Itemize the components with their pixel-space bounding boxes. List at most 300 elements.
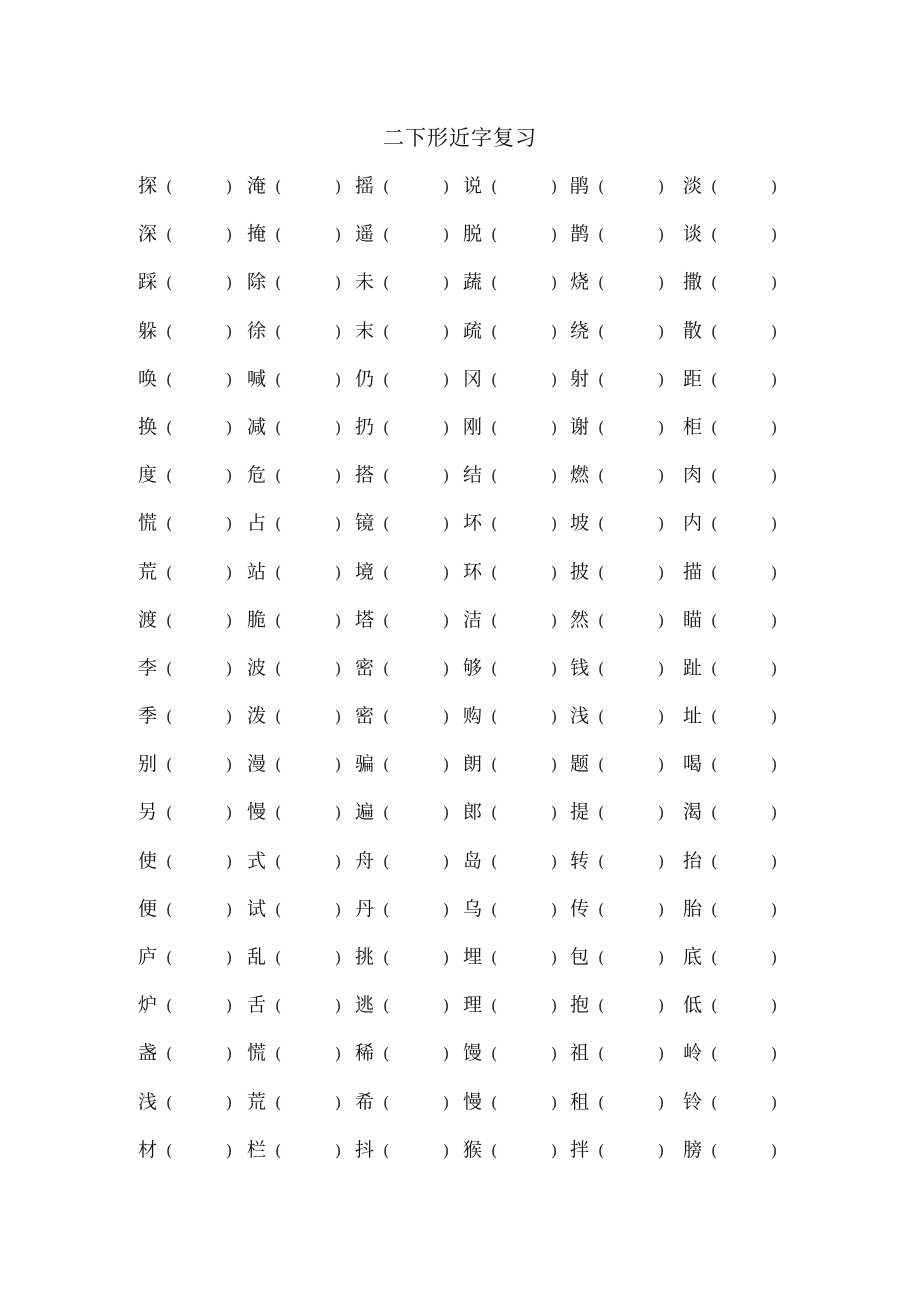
close-parenthesis: ): [226, 755, 233, 775]
target-character: 传: [570, 897, 590, 920]
open-parenthesis: (: [711, 466, 718, 486]
close-parenthesis: ): [551, 996, 558, 1016]
target-character: 逃: [355, 994, 375, 1017]
close-parenthesis: ): [658, 466, 665, 486]
target-character: 岭: [683, 1042, 703, 1065]
close-parenthesis: ): [443, 273, 450, 293]
open-parenthesis: (: [383, 177, 390, 196]
close-parenthesis: ): [771, 321, 778, 341]
target-character: 栏: [247, 1138, 267, 1161]
target-character: 埋: [463, 946, 483, 968]
close-parenthesis: ): [551, 707, 558, 727]
close-parenthesis: ): [551, 948, 558, 967]
close-parenthesis: ): [658, 1140, 665, 1160]
open-parenthesis: (: [275, 177, 282, 196]
open-parenthesis: (: [491, 417, 498, 437]
open-parenthesis: (: [711, 707, 718, 727]
open-parenthesis: (: [598, 1140, 605, 1160]
target-character: 说: [463, 175, 483, 197]
close-parenthesis: ): [226, 417, 233, 437]
open-parenthesis: (: [166, 899, 173, 919]
close-parenthesis: ): [771, 514, 778, 534]
close-parenthesis: ): [658, 417, 665, 437]
target-character: 冈: [463, 367, 483, 390]
open-parenthesis: (: [166, 514, 173, 534]
target-character: 抬: [683, 849, 703, 872]
target-character: 乌: [463, 897, 483, 920]
target-character: 舌: [247, 994, 267, 1017]
open-parenthesis: (: [383, 562, 390, 582]
open-parenthesis: (: [383, 1140, 390, 1160]
target-character: 理: [463, 994, 483, 1017]
close-parenthesis: ): [443, 755, 450, 775]
exercise-row: [0, 941, 920, 989]
close-parenthesis: ): [658, 851, 665, 871]
exercise-grid: [0, 170, 920, 1182]
open-parenthesis: (: [711, 1140, 718, 1160]
open-parenthesis: (: [383, 466, 390, 486]
open-parenthesis: (: [383, 369, 390, 389]
close-parenthesis: ): [443, 1044, 450, 1064]
close-parenthesis: ): [443, 996, 450, 1016]
open-parenthesis: (: [598, 948, 605, 967]
open-parenthesis: (: [491, 851, 498, 871]
close-parenthesis: ): [443, 466, 450, 486]
target-character: 喊: [247, 367, 267, 390]
close-parenthesis: ): [443, 899, 450, 919]
close-parenthesis: ): [335, 466, 342, 486]
close-parenthesis: ): [226, 466, 233, 486]
open-parenthesis: (: [711, 755, 718, 775]
close-parenthesis: ): [658, 1044, 665, 1064]
close-parenthesis: ): [335, 177, 342, 196]
close-parenthesis: ): [551, 899, 558, 919]
page-title: 二下形近字复习: [383, 126, 537, 150]
close-parenthesis: ): [226, 996, 233, 1016]
target-character: 胎: [683, 897, 703, 920]
open-parenthesis: (: [275, 996, 282, 1016]
open-parenthesis: (: [598, 321, 605, 341]
close-parenthesis: ): [335, 755, 342, 775]
target-character: 坏: [463, 512, 483, 535]
close-parenthesis: ): [335, 1140, 342, 1160]
target-character: 绕: [570, 319, 590, 342]
target-character: 慌: [247, 1042, 267, 1065]
open-parenthesis: (: [598, 466, 605, 486]
open-parenthesis: (: [166, 851, 173, 871]
open-parenthesis: (: [711, 321, 718, 341]
close-parenthesis: ): [771, 466, 778, 486]
close-parenthesis: ): [658, 707, 665, 727]
close-parenthesis: ): [658, 321, 665, 341]
open-parenthesis: (: [491, 514, 498, 534]
close-parenthesis: ): [771, 417, 778, 437]
target-character: 淡: [683, 175, 703, 197]
exercise-row: [0, 796, 920, 844]
target-character: 境: [355, 560, 375, 583]
target-character: 包: [570, 946, 590, 968]
target-character: 唤: [138, 367, 158, 390]
target-character: 密: [355, 656, 375, 679]
open-parenthesis: (: [598, 899, 605, 919]
target-character: 危: [247, 464, 267, 487]
target-character: 猴: [463, 1138, 483, 1161]
close-parenthesis: ): [443, 707, 450, 727]
close-parenthesis: ): [771, 1044, 778, 1064]
target-character: 馒: [463, 1042, 483, 1065]
close-parenthesis: ): [658, 369, 665, 389]
exercise-row: [0, 748, 920, 796]
target-character: 蔬: [463, 271, 483, 294]
close-parenthesis: ): [771, 273, 778, 293]
exercise-row: [0, 363, 920, 411]
target-character: 够: [463, 656, 483, 679]
target-character: 庐: [138, 946, 158, 968]
close-parenthesis: ): [335, 321, 342, 341]
close-parenthesis: ): [771, 948, 778, 967]
open-parenthesis: (: [598, 996, 605, 1016]
open-parenthesis: (: [275, 755, 282, 775]
close-parenthesis: ): [658, 177, 665, 196]
target-character: 除: [247, 271, 267, 294]
close-parenthesis: ): [443, 1140, 450, 1160]
open-parenthesis: (: [598, 610, 605, 630]
close-parenthesis: ): [443, 562, 450, 582]
close-parenthesis: ): [658, 996, 665, 1016]
target-character: 减: [247, 415, 267, 438]
open-parenthesis: (: [711, 1092, 718, 1112]
target-character: 度: [138, 464, 158, 487]
target-character: 搭: [355, 464, 375, 487]
close-parenthesis: ): [226, 1092, 233, 1112]
close-parenthesis: ): [335, 658, 342, 678]
open-parenthesis: (: [491, 899, 498, 919]
close-parenthesis: ): [443, 658, 450, 678]
target-character: 式: [247, 849, 267, 872]
open-parenthesis: (: [711, 610, 718, 630]
open-parenthesis: (: [275, 321, 282, 341]
close-parenthesis: ): [335, 899, 342, 919]
target-character: 舟: [355, 849, 375, 872]
close-parenthesis: ): [226, 948, 233, 967]
open-parenthesis: (: [275, 658, 282, 678]
open-parenthesis: (: [491, 707, 498, 727]
open-parenthesis: (: [383, 996, 390, 1016]
open-parenthesis: (: [275, 1044, 282, 1064]
target-character: 朗: [463, 753, 483, 776]
close-parenthesis: ): [226, 225, 233, 245]
open-parenthesis: (: [711, 417, 718, 437]
target-character: 谈: [683, 223, 703, 246]
exercise-row: [0, 315, 920, 363]
exercise-row: [0, 604, 920, 652]
target-character: 探: [138, 175, 158, 197]
open-parenthesis: (: [275, 466, 282, 486]
close-parenthesis: ): [226, 610, 233, 630]
close-parenthesis: ): [226, 1044, 233, 1064]
target-character: 题: [570, 753, 590, 776]
target-character: 浅: [138, 1090, 158, 1113]
open-parenthesis: (: [711, 803, 718, 823]
open-parenthesis: (: [598, 273, 605, 293]
open-parenthesis: (: [598, 514, 605, 534]
target-character: 距: [683, 367, 703, 390]
target-character: 使: [138, 849, 158, 872]
open-parenthesis: (: [383, 1044, 390, 1064]
close-parenthesis: ): [551, 562, 558, 582]
close-parenthesis: ): [226, 562, 233, 582]
target-character: 荒: [138, 560, 158, 583]
close-parenthesis: ): [226, 803, 233, 823]
open-parenthesis: (: [166, 996, 173, 1016]
open-parenthesis: (: [711, 948, 718, 967]
close-parenthesis: ): [335, 1044, 342, 1064]
open-parenthesis: (: [711, 514, 718, 534]
open-parenthesis: (: [275, 225, 282, 245]
target-character: 渴: [683, 801, 703, 824]
open-parenthesis: (: [166, 1044, 173, 1064]
open-parenthesis: (: [383, 803, 390, 823]
target-character: 漫: [247, 753, 267, 776]
open-parenthesis: (: [275, 514, 282, 534]
close-parenthesis: ): [335, 514, 342, 534]
open-parenthesis: (: [275, 948, 282, 967]
open-parenthesis: (: [383, 273, 390, 293]
target-character: 坡: [570, 512, 590, 535]
close-parenthesis: ): [771, 658, 778, 678]
close-parenthesis: ): [335, 948, 342, 967]
target-character: 骗: [355, 753, 375, 776]
target-character: 转: [570, 849, 590, 872]
open-parenthesis: (: [491, 369, 498, 389]
close-parenthesis: ): [443, 514, 450, 534]
target-character: 遥: [355, 223, 375, 246]
target-character: 躲: [138, 319, 158, 342]
target-character: 鹊: [570, 223, 590, 246]
open-parenthesis: (: [275, 707, 282, 727]
target-character: 膀: [683, 1138, 703, 1161]
target-character: 慌: [138, 512, 158, 535]
exercise-row: [0, 459, 920, 507]
close-parenthesis: ): [551, 610, 558, 630]
target-character: 踩: [138, 271, 158, 294]
open-parenthesis: (: [275, 1092, 282, 1112]
open-parenthesis: (: [166, 177, 173, 196]
close-parenthesis: ): [335, 369, 342, 389]
open-parenthesis: (: [711, 1044, 718, 1064]
open-parenthesis: (: [166, 755, 173, 775]
close-parenthesis: ): [335, 562, 342, 582]
open-parenthesis: (: [491, 273, 498, 293]
close-parenthesis: ): [335, 1092, 342, 1112]
open-parenthesis: (: [711, 177, 718, 196]
close-parenthesis: ): [771, 899, 778, 919]
target-character: 然: [570, 608, 590, 631]
open-parenthesis: (: [383, 610, 390, 630]
open-parenthesis: (: [166, 803, 173, 823]
close-parenthesis: ): [771, 755, 778, 775]
target-character: 燃: [570, 464, 590, 487]
close-parenthesis: ): [771, 996, 778, 1016]
target-character: 泼: [247, 705, 267, 728]
close-parenthesis: ): [226, 321, 233, 341]
target-character: 洁: [463, 608, 483, 631]
open-parenthesis: (: [491, 1092, 498, 1112]
close-parenthesis: ): [443, 610, 450, 630]
open-parenthesis: (: [491, 177, 498, 196]
close-parenthesis: ): [658, 273, 665, 293]
target-character: 内: [683, 512, 703, 535]
close-parenthesis: ): [443, 225, 450, 245]
close-parenthesis: ): [226, 514, 233, 534]
close-parenthesis: ): [551, 755, 558, 775]
open-parenthesis: (: [491, 996, 498, 1016]
target-character: 低: [683, 994, 703, 1017]
exercise-row: [0, 652, 920, 700]
close-parenthesis: ): [335, 996, 342, 1016]
target-character: 换: [138, 415, 158, 438]
open-parenthesis: (: [491, 755, 498, 775]
target-character: 盏: [138, 1042, 158, 1065]
open-parenthesis: (: [491, 948, 498, 967]
exercise-row: [0, 989, 920, 1037]
target-character: 肉: [683, 464, 703, 487]
close-parenthesis: ): [226, 899, 233, 919]
close-parenthesis: ): [771, 177, 778, 196]
close-parenthesis: ): [771, 562, 778, 582]
open-parenthesis: (: [491, 803, 498, 823]
open-parenthesis: (: [383, 948, 390, 967]
target-character: 末: [355, 319, 375, 342]
target-character: 拌: [570, 1138, 590, 1161]
target-character: 岛: [463, 849, 483, 872]
close-parenthesis: ): [771, 803, 778, 823]
target-character: 慢: [463, 1090, 483, 1113]
target-character: 镜: [355, 512, 375, 535]
open-parenthesis: (: [598, 755, 605, 775]
exercise-row: [0, 845, 920, 893]
close-parenthesis: ): [658, 1092, 665, 1112]
open-parenthesis: (: [275, 899, 282, 919]
target-character: 占: [247, 512, 267, 535]
target-character: 季: [138, 705, 158, 728]
target-character: 抱: [570, 994, 590, 1017]
close-parenthesis: ): [771, 851, 778, 871]
close-parenthesis: ): [658, 658, 665, 678]
exercise-row: [0, 170, 920, 218]
open-parenthesis: (: [166, 562, 173, 582]
close-parenthesis: ): [551, 177, 558, 196]
close-parenthesis: ): [551, 1092, 558, 1112]
open-parenthesis: (: [491, 225, 498, 245]
close-parenthesis: ): [226, 177, 233, 196]
open-parenthesis: (: [491, 466, 498, 486]
open-parenthesis: (: [491, 321, 498, 341]
target-character: 脆: [247, 608, 267, 631]
open-parenthesis: (: [275, 1140, 282, 1160]
target-character: 掩: [247, 223, 267, 246]
close-parenthesis: ): [443, 369, 450, 389]
close-parenthesis: ): [551, 417, 558, 437]
open-parenthesis: (: [166, 321, 173, 341]
close-parenthesis: ): [658, 899, 665, 919]
close-parenthesis: ): [658, 948, 665, 967]
target-character: 趾: [683, 656, 703, 679]
close-parenthesis: ): [551, 225, 558, 245]
target-character: 慢: [247, 801, 267, 824]
target-character: 乱: [247, 946, 267, 968]
close-parenthesis: ): [335, 610, 342, 630]
close-parenthesis: ): [771, 1140, 778, 1160]
target-character: 鹃: [570, 175, 590, 197]
target-character: 塔: [355, 608, 375, 631]
open-parenthesis: (: [598, 369, 605, 389]
target-character: 购: [463, 705, 483, 728]
target-character: 撒: [683, 271, 703, 294]
open-parenthesis: (: [383, 851, 390, 871]
target-character: 脱: [463, 223, 483, 246]
close-parenthesis: ): [658, 610, 665, 630]
close-parenthesis: ): [551, 1044, 558, 1064]
target-character: 淹: [247, 175, 267, 197]
close-parenthesis: ): [226, 369, 233, 389]
open-parenthesis: (: [383, 321, 390, 341]
open-parenthesis: (: [383, 658, 390, 678]
exercise-row: [0, 1134, 920, 1182]
close-parenthesis: ): [771, 369, 778, 389]
open-parenthesis: (: [598, 225, 605, 245]
open-parenthesis: (: [383, 225, 390, 245]
open-parenthesis: (: [166, 1140, 173, 1160]
open-parenthesis: (: [491, 562, 498, 582]
target-character: 提: [570, 801, 590, 824]
close-parenthesis: ): [335, 225, 342, 245]
target-character: 描: [683, 560, 703, 583]
open-parenthesis: (: [711, 899, 718, 919]
open-parenthesis: (: [711, 225, 718, 245]
exercise-row: [0, 507, 920, 555]
close-parenthesis: ): [335, 417, 342, 437]
open-parenthesis: (: [275, 369, 282, 389]
target-character: 扔: [355, 415, 375, 438]
open-parenthesis: (: [383, 417, 390, 437]
close-parenthesis: ): [443, 851, 450, 871]
target-character: 祖: [570, 1042, 590, 1065]
exercise-row: [0, 411, 920, 459]
close-parenthesis: ): [658, 755, 665, 775]
close-parenthesis: ): [335, 803, 342, 823]
close-parenthesis: ): [771, 1092, 778, 1112]
close-parenthesis: ): [771, 707, 778, 727]
close-parenthesis: ): [658, 514, 665, 534]
target-character: 疏: [463, 319, 483, 342]
close-parenthesis: ): [335, 851, 342, 871]
close-parenthesis: ): [443, 177, 450, 196]
target-character: 铃: [683, 1090, 703, 1113]
target-character: 射: [570, 367, 590, 390]
close-parenthesis: ): [443, 417, 450, 437]
target-character: 租: [570, 1090, 590, 1113]
target-character: 披: [570, 560, 590, 583]
target-character: 试: [247, 897, 267, 920]
close-parenthesis: ): [443, 321, 450, 341]
target-character: 钱: [570, 656, 590, 679]
close-parenthesis: ): [658, 225, 665, 245]
open-parenthesis: (: [166, 1092, 173, 1112]
close-parenthesis: ): [551, 466, 558, 486]
open-parenthesis: (: [711, 851, 718, 871]
open-parenthesis: (: [491, 658, 498, 678]
